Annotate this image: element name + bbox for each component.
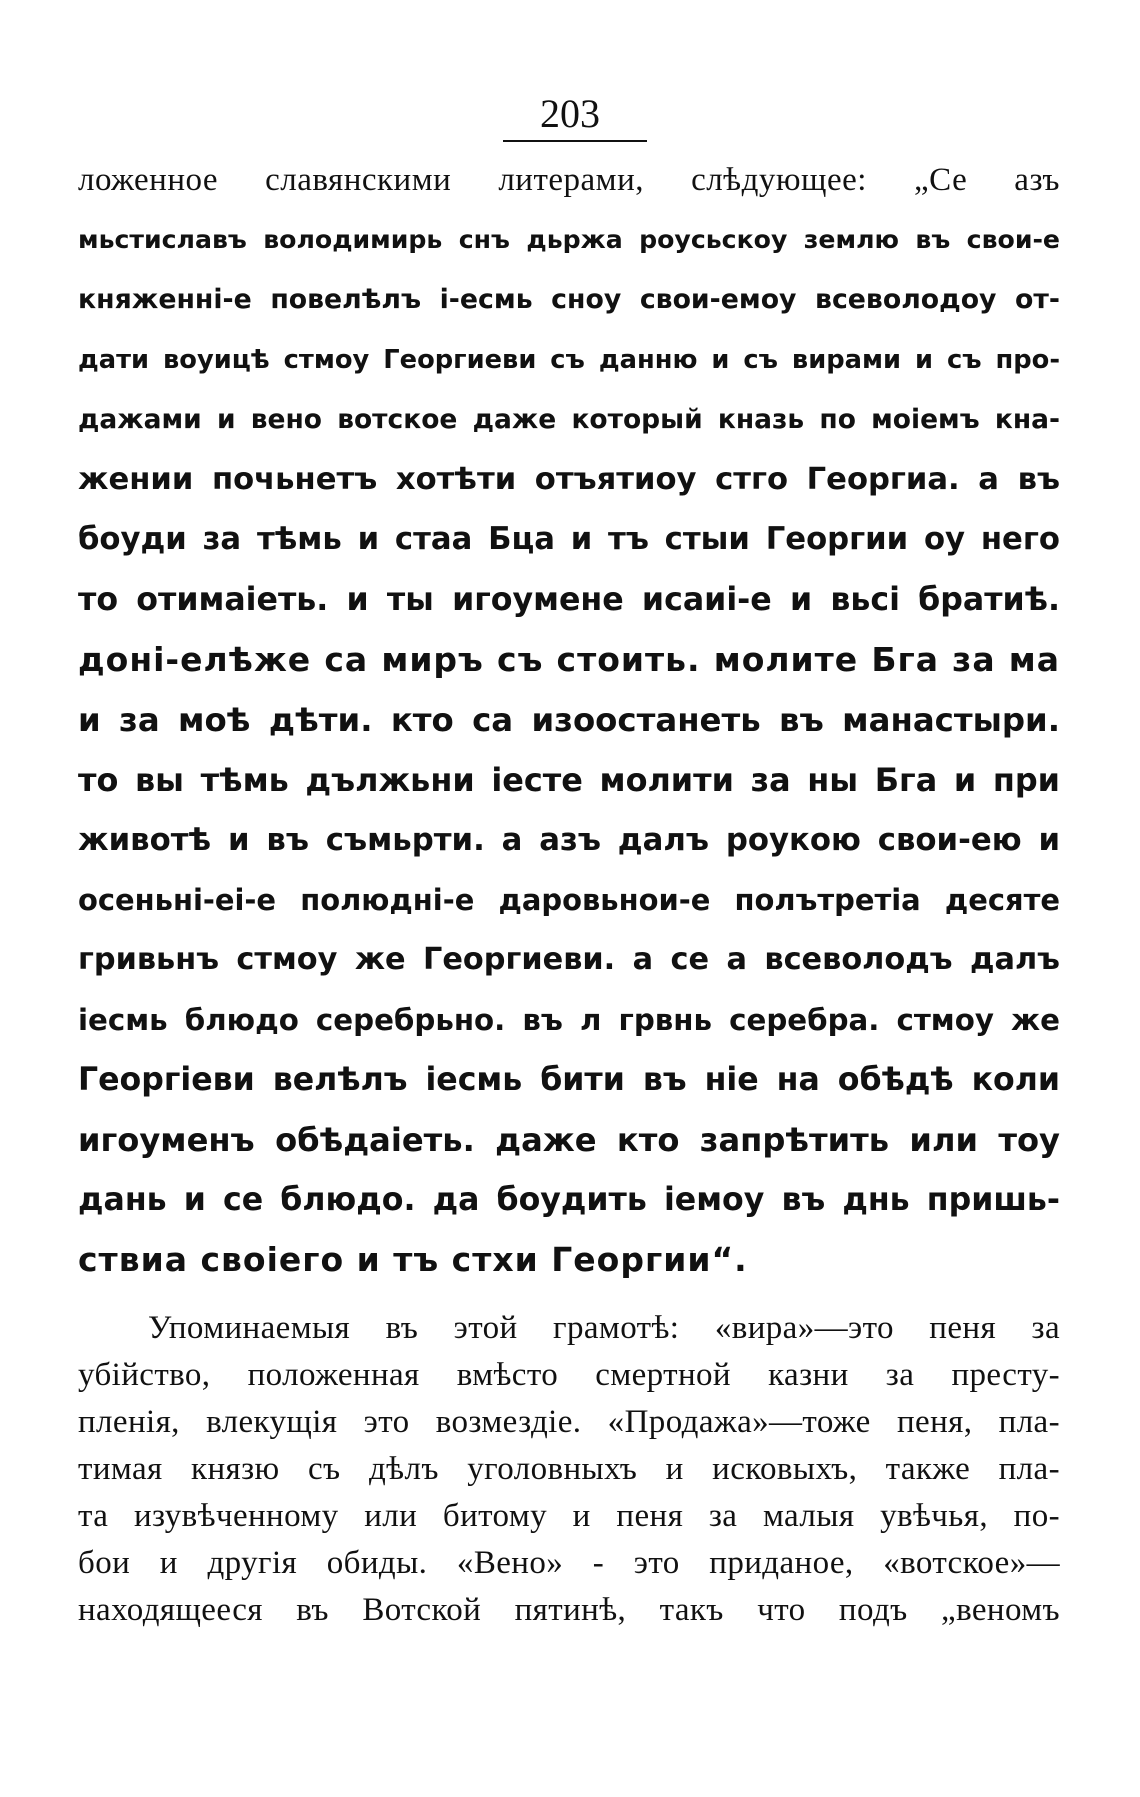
charter-line: Георгіеви велѣлъ іесмь бити въ ніе на обѣдѣ коли (78, 1062, 1060, 1098)
page-number: 203 (540, 91, 600, 136)
charter-line: осеньні-еі-е полюдні-е даровьнои-е полътретіа десяте (78, 883, 1060, 917)
text-line: убійство, положенная вмѣсто смертной казни за престу- (78, 1357, 1060, 1393)
text-line: бои и другія обиды. «Вено» - это приданое, «вотское»— (78, 1545, 1060, 1581)
charter-line: дажами и вено вотское даже который кназь по моіемъ кна- (78, 404, 1060, 435)
charter-line: дань и се блюдо. да боудить іемоу въ днь пришь- (78, 1182, 1060, 1218)
text-line: тимая князю съ дѣлъ уголовныхъ и исковыхъ, также пла- (78, 1451, 1060, 1487)
charter-line: княженні-е повелѣлъ і-есмь сноу свои-емоу всеволодоу от- (78, 284, 1060, 315)
charter-line: дати воуицѣ стмоу Георгиеви съ данню и съ вирами и съ про- (78, 345, 1060, 375)
text-line: находящееся въ Вотской пятинѣ, такъ что подъ „веномъ (78, 1592, 1060, 1628)
paragraph-first-line: Упоминаемыя въ этой грамотѣ: «вира»—это пеня за (148, 1310, 1060, 1346)
charter-line: и за моѣ дѣти. кто са изоостанеть въ манастыри. (78, 701, 1060, 739)
charter-line: мьстиславъ володимирь снъ дьржа роусьскоу землю въ свои-е (78, 225, 1060, 254)
charter-line: то вы тѣмь дължьни іесте молити за ны Бга и при (78, 761, 1060, 799)
charter-line: боуди за тѣмь и стаа Бца и тъ стыи Георгии оу него (78, 522, 1060, 557)
charter-line: доні-елѣже са миръ съ стоить. молите Бга за ма (78, 640, 1060, 679)
text-line: пленія, влекущія это возмездіе. «Продажа»—тоже пеня, пла- (78, 1404, 1060, 1440)
text-line: та изувѣченному или битому и пеня за малыя увѣчья, по- (78, 1498, 1060, 1534)
charter-line: іесмь блюдо серебрьно. въ л грвнь серебра. стмоу же (78, 1003, 1060, 1037)
text-line: ложенное славянскими литерами, слѣдующее: „Се азъ (78, 162, 1060, 198)
charter-line: животѣ и въ съмьрти. а азъ далъ роукою свои-ею и (78, 822, 1060, 858)
charter-line: жении почьнетъ хотѣти отъятиоу стго Георгиа. а въ (78, 462, 1060, 497)
charter-line: гривьнъ стмоу же Георгиеви. а се а всеволодъ далъ (78, 942, 1060, 977)
charter-line: ствиа своіего и тъ стхи Георгии“. (78, 1240, 748, 1279)
charter-line: то отимаіеть. и ты игоумене исаиі-е и вьсі братиѣ. (78, 582, 1060, 618)
charter-line: игоуменъ обѣдаіеть. даже кто запрѣтить или тоу (78, 1121, 1060, 1159)
page-number-rule (503, 140, 647, 142)
